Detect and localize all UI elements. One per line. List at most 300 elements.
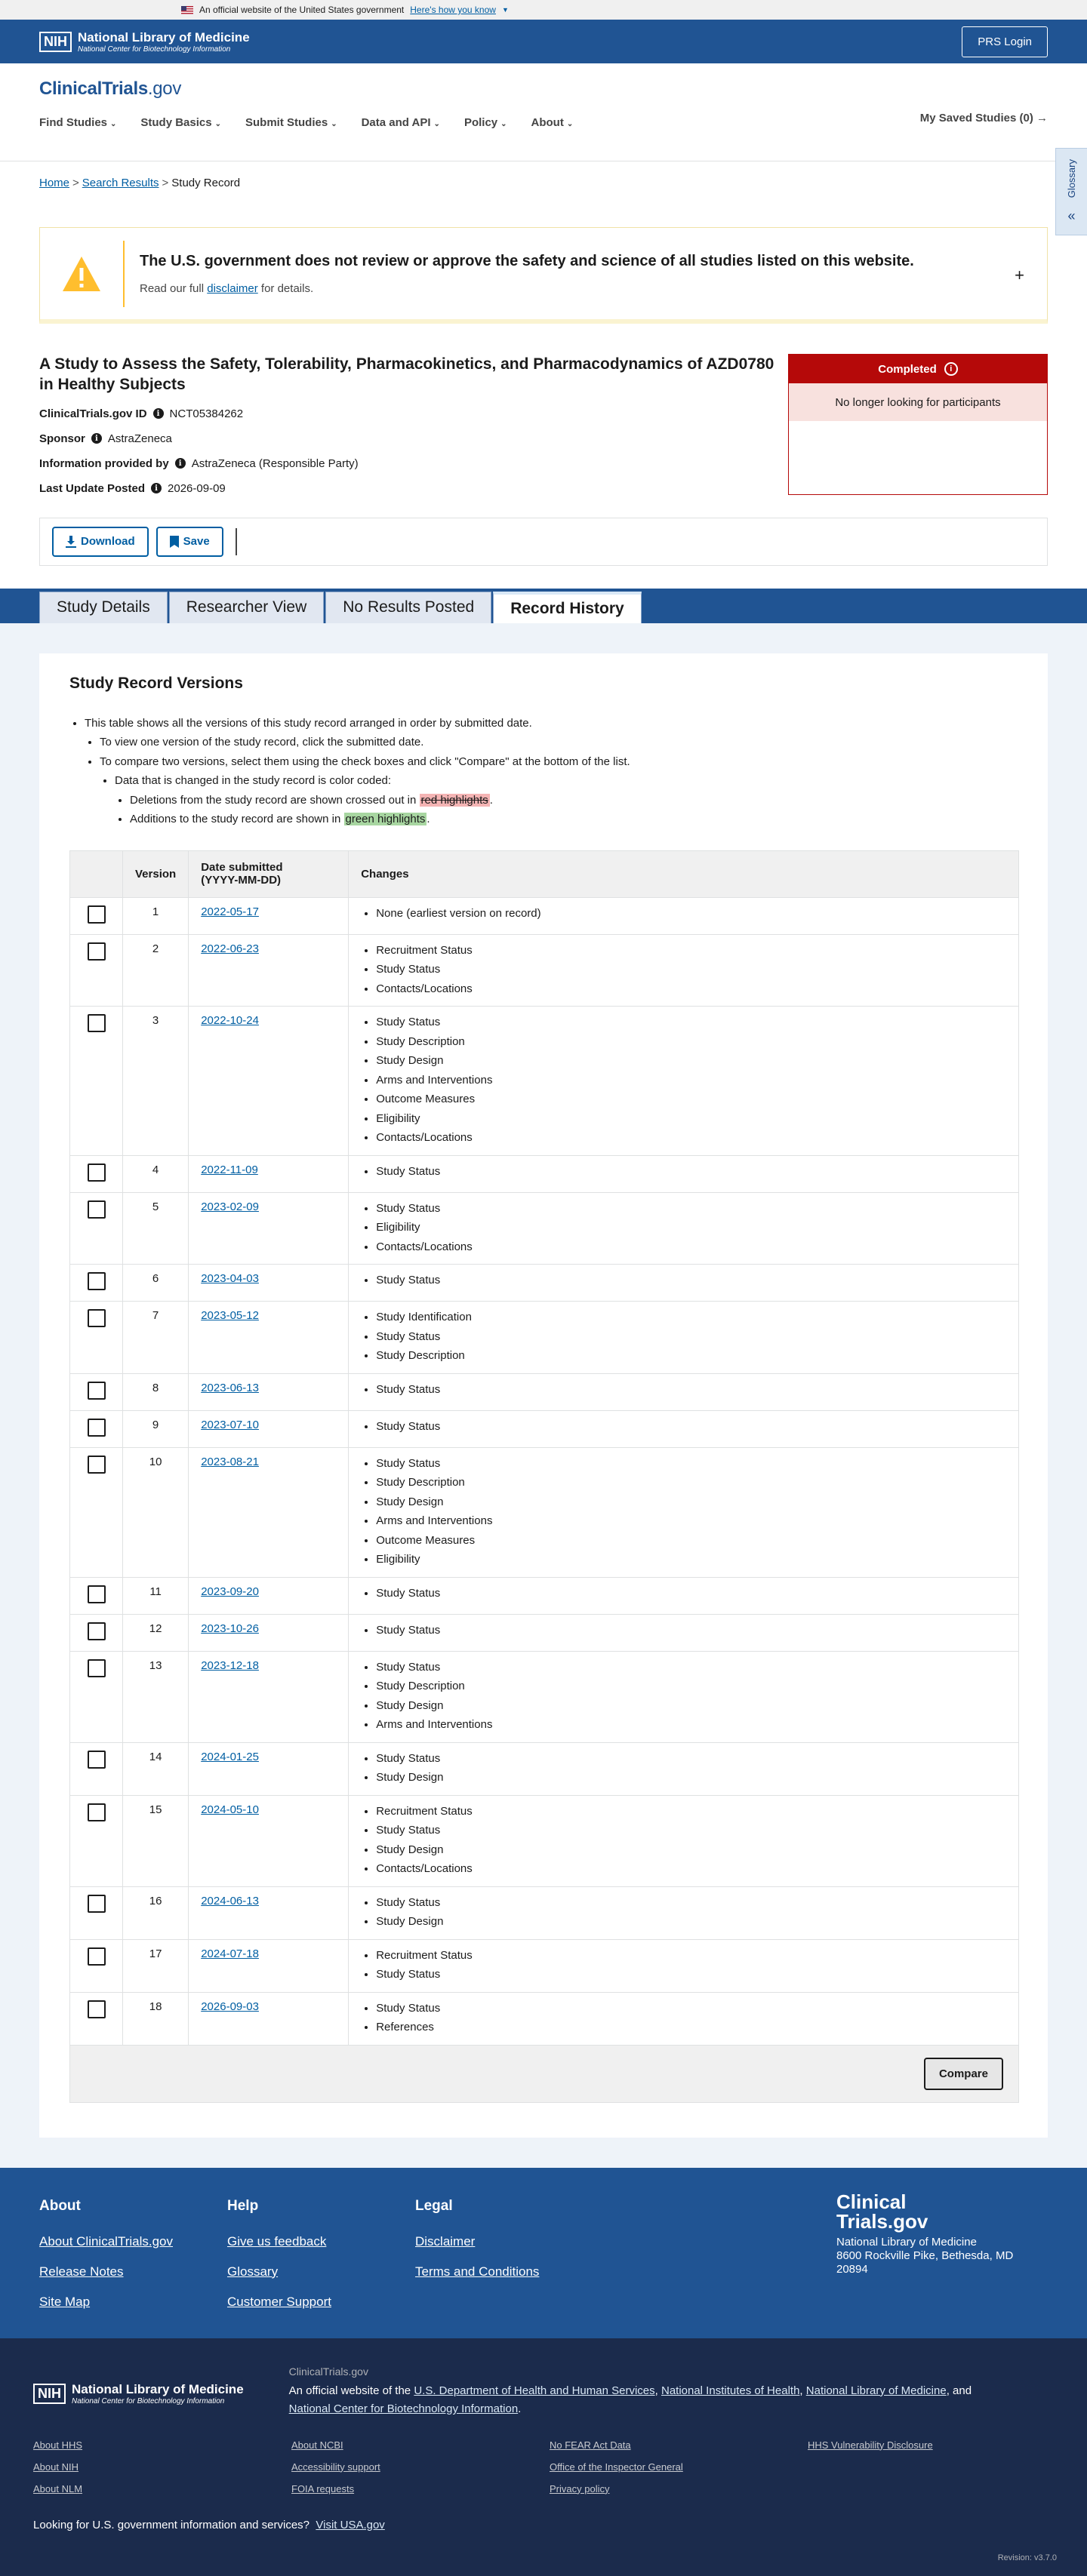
link-about-nlm[interactable]: About NLM xyxy=(33,2482,83,2495)
footer-about-column xyxy=(39,2198,227,2325)
note-item-group xyxy=(85,733,1018,829)
date-cell xyxy=(189,1410,349,1447)
note-text: Deletions from the study record are shown crossed out in xyxy=(130,793,417,807)
date-cell xyxy=(189,1795,349,1886)
select-cell xyxy=(70,1577,123,1614)
double-chevron-left-icon: « xyxy=(1067,208,1076,224)
red-highlight-sample: red highlights xyxy=(420,793,488,807)
footer-heading: About xyxy=(39,2197,81,2214)
footer-org: National Library of Medicine xyxy=(836,2235,977,2249)
note-item: • To view one version of the study record, click the submitted date. xyxy=(100,733,1018,752)
version-checkbox[interactable] xyxy=(88,1622,106,1640)
footer-link-site-map[interactable]: Site Map xyxy=(39,2294,91,2309)
link-privacy[interactable]: Privacy policy xyxy=(550,2482,610,2495)
change-item: • Study Status xyxy=(376,1658,1006,1677)
date-header-line1: Date submitted xyxy=(201,861,283,875)
study-header xyxy=(39,354,1048,495)
breadcrumb-separator: > xyxy=(162,177,169,189)
version-date-link[interactable]: 2022-10-24 xyxy=(201,1014,259,1028)
note-item-group xyxy=(100,771,1018,829)
nav-submit-studies[interactable] xyxy=(245,116,337,129)
column-header-version: Version xyxy=(123,850,189,897)
nav-study-basics[interactable] xyxy=(140,116,221,129)
column-header-changes: Changes xyxy=(349,850,1019,897)
change-item: • Study Design xyxy=(376,1051,1006,1071)
select-cell xyxy=(70,1939,123,1992)
version-number: 14 xyxy=(123,1742,189,1795)
changes-list xyxy=(361,1946,1006,1984)
nav-label: Submit Studies xyxy=(245,116,328,129)
study-meta xyxy=(39,407,779,495)
nav-label: Find Studies xyxy=(39,116,107,129)
table-row xyxy=(70,1886,1019,1939)
select-cell xyxy=(70,1992,123,2045)
change-item: • Arms and Interventions xyxy=(376,1715,1006,1735)
changes-cell xyxy=(349,1192,1019,1265)
table-row xyxy=(70,1373,1019,1410)
changes-cell xyxy=(349,1886,1019,1939)
site-header xyxy=(0,63,1087,161)
version-checkbox[interactable] xyxy=(88,1803,106,1821)
date-cell xyxy=(189,1302,349,1374)
sponsor-label: Sponsor xyxy=(39,432,85,445)
clinicaltrials-logo[interactable] xyxy=(39,78,1048,100)
divider xyxy=(236,528,237,555)
version-date-link[interactable]: 2024-05-10 xyxy=(201,1803,259,1816)
usa-gov-link[interactable]: Visit USA.gov xyxy=(316,2518,385,2531)
link-about-ncbi[interactable]: About NCBI xyxy=(291,2439,343,2451)
changes-list xyxy=(361,1162,1006,1182)
tab-study-details[interactable]: Study Details xyxy=(39,592,168,623)
changes-cell xyxy=(349,1155,1019,1192)
table-row xyxy=(70,1992,1019,2045)
meta-row-provided-by xyxy=(39,457,779,470)
ncbi-name: National Center for Biotechnology Information xyxy=(78,45,231,54)
change-item: • Study Design xyxy=(376,1492,1006,1512)
nav-policy[interactable] xyxy=(464,116,507,129)
version-date-link[interactable]: 2023-04-03 xyxy=(201,1272,259,1286)
version-date-link[interactable]: 2024-06-13 xyxy=(201,1894,259,1907)
provided-by-value: AstraZeneca (Responsible Party) xyxy=(191,456,359,470)
change-item: • Study Status xyxy=(376,1380,1006,1400)
saved-studies-label: My Saved Studies (0) xyxy=(919,112,1033,124)
version-checkbox[interactable] xyxy=(88,905,106,924)
hhs-link[interactable]: U.S. Department of Health and Human Services xyxy=(414,2384,655,2397)
link-no-fear[interactable]: No FEAR Act Data xyxy=(550,2439,631,2451)
footer-heading: Legal xyxy=(415,2197,453,2214)
link-foia[interactable]: FOIA requests xyxy=(291,2482,355,2495)
tab-no-results-posted[interactable]: No Results Posted xyxy=(325,592,491,623)
last-update-value: 2026-09-09 xyxy=(168,481,226,495)
footer-link-release-notes[interactable]: Release Notes xyxy=(39,2264,124,2279)
table-row xyxy=(70,1577,1019,1614)
tab-record-history[interactable]: Record History xyxy=(493,592,642,623)
version-number: 15 xyxy=(123,1795,189,1886)
chevron-down-icon: ⌄ xyxy=(110,120,117,128)
main-nav xyxy=(39,116,1048,129)
change-item: • Study Status xyxy=(376,1417,1006,1437)
breadcrumb-separator: > xyxy=(72,177,79,189)
version-checkbox[interactable] xyxy=(88,1659,106,1677)
info-icon[interactable]: i xyxy=(944,362,958,376)
changes-list xyxy=(361,1271,1006,1290)
version-checkbox[interactable] xyxy=(88,1272,106,1290)
version-date-link[interactable]: 2022-06-23 xyxy=(201,942,259,955)
agency-info xyxy=(289,2365,999,2418)
alert-post: for details. xyxy=(260,281,314,295)
version-checkbox[interactable] xyxy=(88,942,106,961)
nav-data-api[interactable] xyxy=(362,116,440,129)
logo-gov: .gov xyxy=(147,78,182,99)
version-checkbox[interactable] xyxy=(88,1585,106,1603)
footer-logo-line2: Trials.gov xyxy=(836,2209,928,2233)
table-row xyxy=(70,934,1019,1007)
change-item: • References xyxy=(376,2018,1006,2037)
chevron-down-icon: ⌄ xyxy=(214,120,221,128)
tab-researcher-view[interactable]: Researcher View xyxy=(169,592,325,623)
alert-pre: Read our full xyxy=(140,281,205,295)
breadcrumb-current: Study Record xyxy=(171,177,241,189)
table-header-row xyxy=(70,850,1019,897)
agency-links xyxy=(33,2439,1054,2495)
version-number: 10 xyxy=(123,1447,189,1577)
changes-cell xyxy=(349,1410,1019,1447)
version-checkbox[interactable] xyxy=(88,1456,106,1474)
download-label: Download xyxy=(81,535,135,549)
column-header-date xyxy=(189,850,349,897)
change-item: • Study Description xyxy=(376,1346,1006,1366)
versions-table xyxy=(69,850,1019,2103)
change-item: • Contacts/Locations xyxy=(376,979,1006,999)
version-number: 5 xyxy=(123,1192,189,1265)
version-date-link[interactable]: 2022-05-17 xyxy=(201,905,259,918)
version-date-link[interactable]: 2022-11-09 xyxy=(201,1163,258,1176)
change-item: • Arms and Interventions xyxy=(376,1511,1006,1531)
breadcrumb xyxy=(0,158,1087,204)
column-header-select xyxy=(70,850,123,897)
nlm-logo[interactable] xyxy=(39,30,250,54)
info-icon[interactable]: i xyxy=(151,483,162,493)
study-title: A Study to Assess the Safety, Tolerability, Pharmacokinetics, and Pharmacodynamics of AZD0780 in Healthy Subjects xyxy=(39,355,774,394)
table-row xyxy=(70,1651,1019,1742)
disclaimer-link[interactable]: disclaimer xyxy=(207,281,258,295)
nav-label: Data and API xyxy=(361,116,431,129)
saved-studies-link[interactable] xyxy=(920,112,1048,124)
table-row xyxy=(70,1795,1019,1886)
version-checkbox[interactable] xyxy=(88,1895,106,1913)
footer-help-column xyxy=(227,2198,415,2325)
nlm-name: National Library of Medicine xyxy=(78,29,250,45)
select-cell xyxy=(70,934,123,1007)
how-you-know-link[interactable]: Here's how you know xyxy=(410,5,496,15)
breadcrumb-home[interactable]: Home xyxy=(39,177,70,189)
change-item: • Study Description xyxy=(376,1473,1006,1492)
alert-text xyxy=(140,282,914,295)
link-about-hhs[interactable]: About HHS xyxy=(33,2439,83,2451)
footer-address xyxy=(836,2236,1033,2276)
glossary-label: Glossary xyxy=(1066,158,1077,198)
nih-logo-mark: NIH xyxy=(39,32,72,52)
usa-gov-line xyxy=(33,2519,1054,2531)
version-checkbox[interactable] xyxy=(88,2000,106,2018)
version-number: 6 xyxy=(123,1265,189,1302)
status-subtext: No longer looking for participants xyxy=(789,383,1047,421)
version-checkbox[interactable] xyxy=(88,1751,106,1769)
status-badge xyxy=(789,355,1047,383)
change-item: • Study Status xyxy=(376,1199,1006,1219)
link-inspector-general[interactable]: Office of the Inspector General xyxy=(550,2461,683,2473)
select-cell xyxy=(70,1614,123,1651)
empty-cell xyxy=(808,2461,1066,2473)
date-cell xyxy=(189,1265,349,1302)
nlm-name: National Library of Medicine xyxy=(72,2382,244,2397)
download-button[interactable] xyxy=(52,527,149,557)
meta-row-sponsor xyxy=(39,432,779,445)
changes-cell xyxy=(349,897,1019,934)
date-cell xyxy=(189,1192,349,1265)
change-item: • Study Design xyxy=(376,1696,1006,1716)
version-number: 18 xyxy=(123,1992,189,2045)
version-date-link[interactable]: 2024-07-18 xyxy=(201,1947,259,1960)
footer-link-about-ct[interactable]: About ClinicalTrials.gov xyxy=(39,2233,173,2249)
note-additions xyxy=(130,810,1018,829)
note-text: . xyxy=(489,793,493,807)
change-item: • Recruitment Status xyxy=(376,941,1006,961)
change-item: • Study Status xyxy=(376,960,1006,979)
info-icon[interactable]: i xyxy=(175,458,186,469)
version-number: 16 xyxy=(123,1886,189,1939)
footer-link-glossary[interactable]: Glossary xyxy=(227,2264,279,2279)
link-accessibility[interactable]: Accessibility support xyxy=(291,2461,380,2473)
table-row xyxy=(70,1265,1019,1302)
select-cell xyxy=(70,1795,123,1886)
changes-cell xyxy=(349,1577,1019,1614)
changes-list xyxy=(361,1893,1006,1932)
revision-label: Revision: v3.7.0 xyxy=(997,2553,1057,2562)
date-cell xyxy=(189,1155,349,1192)
changes-list xyxy=(361,1584,1006,1603)
footer-ct-logo[interactable] xyxy=(836,2192,1033,2231)
nav-find-studies[interactable] xyxy=(39,116,116,129)
nih-link[interactable]: National Institutes of Health xyxy=(661,2384,800,2397)
change-item: • Study Status xyxy=(376,1013,1006,1032)
date-cell xyxy=(189,1007,349,1156)
nct-id: NCT05384262 xyxy=(169,407,244,420)
agency-label: ClinicalTrials.gov xyxy=(288,2365,368,2378)
agency-footer xyxy=(0,2338,1087,2576)
alert-title: The U.S. government does not review or approve the safety and science of all studies listed on this website. xyxy=(140,252,914,269)
ncbi-name: National Center for Biotechnology Information xyxy=(72,2397,225,2406)
version-date-link[interactable]: 2023-09-20 xyxy=(201,1585,259,1598)
version-checkbox[interactable] xyxy=(88,1200,106,1219)
table-row xyxy=(70,1410,1019,1447)
date-cell xyxy=(189,1939,349,1992)
changes-list xyxy=(361,1417,1006,1437)
footer-link-disclaimer[interactable]: Disclaimer xyxy=(415,2233,476,2249)
date-cell xyxy=(189,1577,349,1614)
change-item: • Outcome Measures xyxy=(376,1090,1006,1109)
select-cell xyxy=(70,897,123,934)
date-cell xyxy=(189,1373,349,1410)
link-vulnerability[interactable]: HHS Vulnerability Disclosure xyxy=(808,2439,933,2451)
record-history-section xyxy=(0,623,1087,2168)
version-date-link[interactable]: 2023-12-18 xyxy=(201,1658,259,1672)
green-highlight-sample: green highlights xyxy=(345,813,426,826)
change-item: • Study Status xyxy=(376,1327,1006,1347)
changes-cell xyxy=(349,1992,1019,2045)
select-cell xyxy=(70,1007,123,1156)
footer-legal-column xyxy=(415,2198,603,2325)
last-update-label: Last Update Posted xyxy=(39,481,146,495)
chevron-down-icon: ⌄ xyxy=(500,120,507,128)
date-cell xyxy=(189,1651,349,1742)
breadcrumb-search-results[interactable]: Search Results xyxy=(82,177,159,189)
changes-cell xyxy=(349,1373,1019,1410)
nav-about[interactable] xyxy=(531,116,574,129)
select-cell xyxy=(70,1302,123,1374)
change-item: • Study Status xyxy=(376,1999,1006,2018)
note-item: • This table shows all the versions of this study record arranged in order by submitted date. xyxy=(85,714,1018,733)
warning-icon xyxy=(61,255,102,293)
nav-label: Study Basics xyxy=(140,116,212,129)
version-checkbox[interactable] xyxy=(88,1947,106,1966)
changes-list xyxy=(361,1999,1006,2037)
alert-divider xyxy=(123,241,125,307)
version-checkbox[interactable] xyxy=(88,1419,106,1437)
version-checkbox[interactable] xyxy=(88,1164,106,1182)
change-item: • Study Status xyxy=(376,1821,1006,1840)
change-item: • Study Status xyxy=(376,1271,1006,1290)
version-checkbox[interactable] xyxy=(88,1382,106,1400)
footer-link-terms[interactable]: Terms and Conditions xyxy=(415,2264,540,2279)
version-date-link[interactable]: 2023-06-13 xyxy=(201,1381,259,1394)
chevron-down-icon: ⌄ xyxy=(566,120,574,128)
status-box xyxy=(788,354,1048,495)
note-item-group xyxy=(115,791,1018,829)
change-item: • Study Status xyxy=(376,1162,1006,1182)
change-item: • Study Status xyxy=(376,1454,1006,1474)
table-row xyxy=(70,1192,1019,1265)
nav-label: About xyxy=(531,116,564,129)
footer-brand xyxy=(836,2192,1033,2276)
change-item: • Recruitment Status xyxy=(376,1946,1006,1966)
version-date-link[interactable]: 2023-02-09 xyxy=(201,1200,259,1213)
changes-list xyxy=(361,1749,1006,1788)
change-item: • Study Status xyxy=(376,1965,1006,1984)
compare-cell xyxy=(70,2045,1019,2102)
change-item: • Eligibility xyxy=(376,1218,1006,1237)
select-cell xyxy=(70,1410,123,1447)
change-item: • Contacts/Locations xyxy=(376,1237,1006,1257)
version-number: 12 xyxy=(123,1614,189,1651)
version-date-link[interactable]: 2023-07-10 xyxy=(201,1418,259,1431)
changes-cell xyxy=(349,934,1019,1007)
nlm-link[interactable]: National Library of Medicine xyxy=(805,2384,947,2397)
changes-list xyxy=(361,904,1006,924)
date-cell xyxy=(189,1886,349,1939)
version-date-link[interactable]: 2023-10-26 xyxy=(201,1622,259,1635)
glossary-tab[interactable] xyxy=(1055,148,1087,235)
change-item: • Study Status xyxy=(376,1749,1006,1769)
change-item: • Study Status xyxy=(376,1621,1006,1640)
disclaimer-alert xyxy=(39,227,1048,324)
table-row xyxy=(70,1939,1019,1992)
versions-table-body xyxy=(70,897,1019,2045)
version-date-link[interactable]: 2026-09-03 xyxy=(201,2000,259,2013)
version-number: 8 xyxy=(123,1373,189,1410)
version-checkbox[interactable] xyxy=(88,1309,106,1327)
select-cell xyxy=(70,1155,123,1192)
info-icon[interactable]: i xyxy=(153,408,164,419)
version-date-link[interactable]: 2023-05-12 xyxy=(201,1309,259,1323)
ncbi-link[interactable]: National Center for Biotechnology Information xyxy=(288,2402,519,2415)
version-date-link[interactable]: 2024-01-25 xyxy=(201,1750,259,1763)
change-item: • Study Design xyxy=(376,1840,1006,1860)
prs-login-button[interactable]: PRS Login xyxy=(962,26,1048,57)
note-item: • Data that is changed in the study record is color coded: xyxy=(115,771,1018,791)
save-button[interactable] xyxy=(156,527,223,557)
footer-link-feedback[interactable]: Give us feedback xyxy=(227,2233,327,2249)
sponsor-value: AstraZeneca xyxy=(107,432,172,445)
instructions xyxy=(69,714,1018,829)
chevron-down-icon: ⌄ xyxy=(331,120,337,128)
change-item: • Arms and Interventions xyxy=(376,1071,1006,1090)
version-checkbox[interactable] xyxy=(88,1014,106,1032)
note-text: . xyxy=(426,813,430,826)
changes-cell xyxy=(349,1265,1019,1302)
change-item: • Eligibility xyxy=(376,1550,1006,1569)
date-cell xyxy=(189,1614,349,1651)
change-item: • Recruitment Status xyxy=(376,1802,1006,1821)
changes-list xyxy=(361,941,1006,999)
expand-plus-icon[interactable]: + xyxy=(1015,266,1024,284)
version-date-link[interactable]: 2023-08-21 xyxy=(201,1455,259,1468)
footer-street: 8600 Rockville Pike, Bethesda, MD 20894 xyxy=(836,2249,1014,2276)
info-icon[interactable]: i xyxy=(91,433,102,444)
date-cell xyxy=(189,1447,349,1577)
gov-banner xyxy=(0,0,1087,20)
official-pre: An official website of the xyxy=(288,2384,411,2397)
footer-logo-line1: Clinical xyxy=(836,2190,907,2213)
version-number: 4 xyxy=(123,1155,189,1192)
version-number: 2 xyxy=(123,934,189,1007)
select-cell xyxy=(70,1886,123,1939)
chevron-down-icon[interactable]: ▼ xyxy=(501,6,509,14)
select-cell xyxy=(70,1742,123,1795)
compare-button[interactable]: Compare xyxy=(924,2058,1003,2090)
nlm-footer-logo[interactable] xyxy=(33,2370,244,2418)
note-text: Additions to the study record are shown in xyxy=(130,813,341,826)
note-deletions xyxy=(130,791,1018,810)
version-number: 11 xyxy=(123,1577,189,1614)
version-number: 3 xyxy=(123,1007,189,1156)
changes-list xyxy=(361,1308,1006,1366)
meta-row-id xyxy=(39,407,779,420)
changes-cell xyxy=(349,1795,1019,1886)
table-row xyxy=(70,1614,1019,1651)
table-row xyxy=(70,1447,1019,1577)
version-number: 1 xyxy=(123,897,189,934)
change-item: • Outcome Measures xyxy=(376,1531,1006,1551)
meta-row-last-update xyxy=(39,482,779,495)
changes-list xyxy=(361,1199,1006,1257)
footer-link-support[interactable]: Customer Support xyxy=(227,2294,331,2309)
change-item: • Study Status xyxy=(376,1584,1006,1603)
select-cell xyxy=(70,1651,123,1742)
changes-cell xyxy=(349,1614,1019,1651)
date-cell xyxy=(189,897,349,934)
link-about-nih[interactable]: About NIH xyxy=(33,2461,79,2473)
